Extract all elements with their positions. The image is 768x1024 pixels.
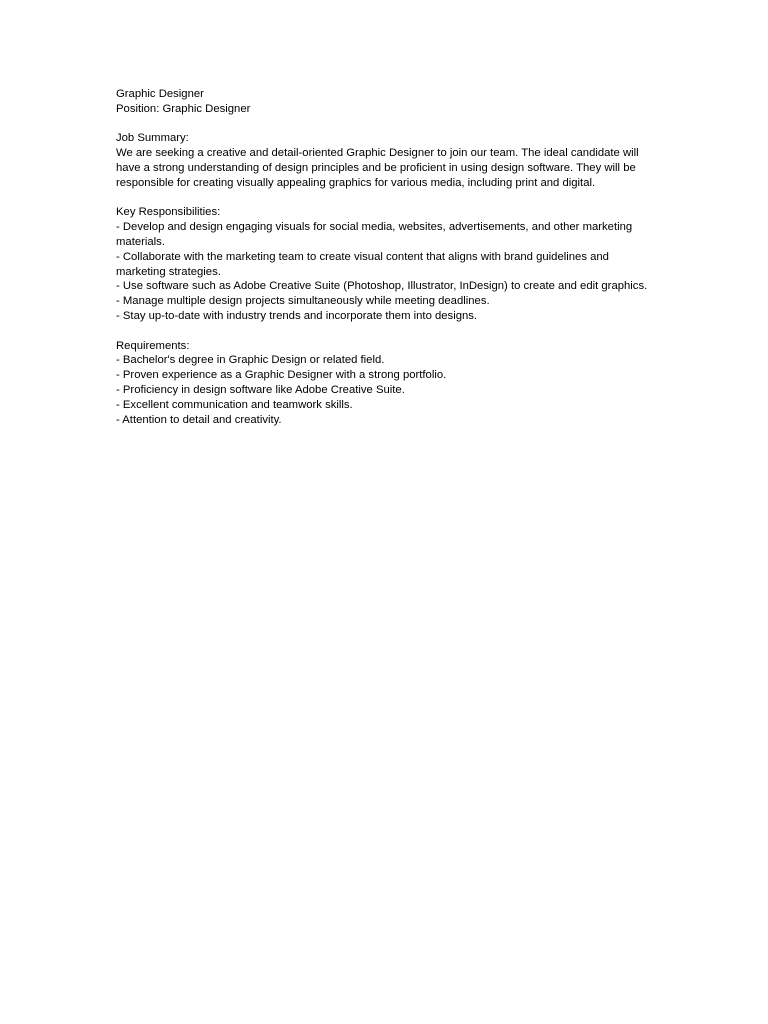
list-item: - Proven experience as a Graphic Designer with a strong portfolio. <box>116 369 447 382</box>
position-line: Position: Graphic Designer <box>116 102 251 115</box>
responsibilities-heading: Key Responsibilities: <box>116 206 221 219</box>
responsibilities-list <box>116 220 652 324</box>
list-item: - Attention to detail and creativity. <box>116 413 282 426</box>
list-item: - Bachelor's degree in Graphic Design or related field. <box>116 354 385 367</box>
list-item: - Stay up-to-date with industry trends and incorporate them into designs. <box>116 309 478 322</box>
list-item: - Excellent communication and teamwork skills. <box>116 398 353 411</box>
spacer <box>116 117 652 132</box>
document-title: Graphic Designer <box>116 88 204 100</box>
spacer <box>116 324 652 339</box>
document-body <box>116 87 652 427</box>
list-item: - Collaborate with the marketing team to create visual content that aligns with brand guidelines and marketing strategies. <box>116 250 609 278</box>
requirements-list <box>116 353 652 427</box>
list-item: - Use software such as Adobe Creative Suite (Photoshop, Illustrator, InDesign) to create and edit graphics. <box>116 280 648 293</box>
requirements-heading: Requirements: <box>116 339 190 352</box>
summary-text: We are seeking a creative and detail-oriented Graphic Designer to join our team. The ideal candidate will have a strong understanding of design principles and be proficient in using design software. They will be responsible for creating visually appealing graphics for various media, including print and digital. <box>116 147 639 189</box>
list-item: - Manage multiple design projects simultaneously while meeting deadlines. <box>116 295 490 308</box>
list-item: - Proficiency in design software like Adobe Creative Suite. <box>116 383 405 396</box>
list-item: - Develop and design engaging visuals for social media, websites, advertisements, and other marketing materials. <box>116 221 633 248</box>
summary-heading: Job Summary: <box>116 132 189 145</box>
spacer <box>116 191 652 206</box>
